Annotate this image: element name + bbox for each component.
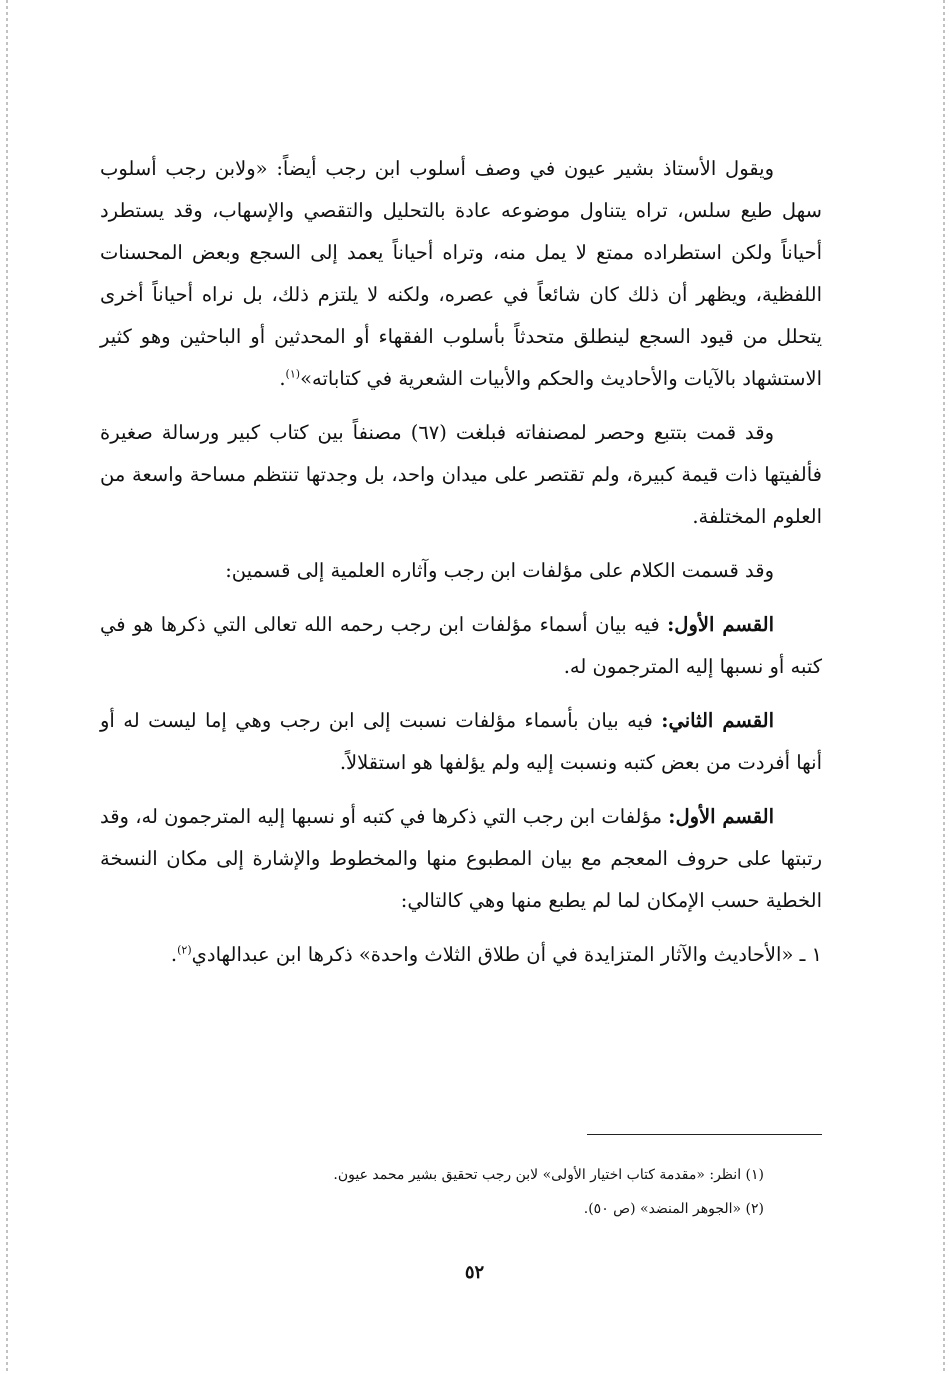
footnote-1: (١) انظر: «مقدمة كتاب اختيار الأولى» لابن رجب تحقيق بشير محمد عيون.	[333, 1167, 764, 1183]
scan-edge-right	[943, 0, 945, 1374]
page-body	[100, 148, 822, 988]
paragraph-quote-end: .	[279, 367, 286, 390]
paragraph-division: وقد قسمت الكلام على مؤلفات ابن رجب وآثاره العلمية إلى قسمين:	[225, 559, 774, 582]
footnote-2: (٢) «الجوهر المنضد» (ص ٥٠).	[583, 1201, 764, 1217]
paragraph-works-count: وقد قمت بتتبع وحصر لمصنفاته فبلغت (٦٧) مصنفاً بين كتاب كبير ورسالة صغيرة فألفيتها ذات قيمة كبيرة، ولم تقتصر على ميدان واحد، بل وجدتها تنتظم مساحة واسعة من العلوم المختلفة.	[100, 421, 822, 528]
section-first-detail-label: القسم الأول:	[668, 805, 774, 828]
footnote-divider	[587, 1134, 822, 1135]
section-second-label: القسم الثاني:	[661, 709, 774, 732]
list-item-1	[100, 934, 822, 976]
paragraph-quote-text: ويقول الأستاذ بشير عيون في وصف أسلوب ابن رجب أيضاً: «ولابن رجب أسلوب سهل طيع سلس، تراه يتناول موضوعه عادة بالتحليل والتقصي والإسهاب، وقد يستطرد أحياناً ولكن استطراده ممتع لا يمل منه، وتراه أحياناً يعمد إلى السجع وبعض المحسنات اللفظية، ويظهر أن ذلك كان شائعاً في عصره، ولكنه لا يلتزم ذلك، بل نراه أحياناً أخرى يتحلل من قيود السجع لينطلق متحدثاً بأسلوب الفقهاء أو المحدثين أو الباحثين وهو كثير الاستشهاد بالآيات والأحاديث والحكم والأبيات الشعرية في كتاباته»	[100, 157, 822, 390]
section-first-detail	[100, 796, 822, 922]
scan-edge-left	[6, 0, 8, 1374]
section-first-detail-text: مؤلفات ابن رجب التي ذكرها في كتبه أو نسبها إليه المترجمون له، وقد رتبتها على حروف المعجم مع بيان المطبوع منها والمخطوط والإشارة إلى مكان النسخة الخطية حسب الإمكان لما لم يطبع منها وهي كالتالي:	[100, 805, 822, 912]
section-second-summary	[100, 700, 822, 784]
section-first-label: القسم الأول:	[667, 613, 774, 636]
section-first-summary	[100, 604, 822, 688]
list-item-1-end: .	[170, 943, 178, 966]
page-number: ٥٢	[464, 1262, 485, 1283]
list-item-1-text: ١ ـ «الأحاديث والآثار المتزايدة في أن طلاق الثلاث واحدة» ذكرها ابن عبدالهادي	[191, 943, 822, 966]
paragraph-quote-style	[100, 148, 822, 400]
section-first-text: فيه بيان أسماء مؤلفات ابن رجب رحمه الله تعالى التي ذكرها هو في كتبه أو نسبها إليه المترجمون له.	[100, 613, 822, 678]
section-second-text: فيه بيان بأسماء مؤلفات نسبت إلى ابن رجب وهي إما ليست له أو أنها أفردت من بعض كتبه ونسبت إليه ولم يؤلفها هو استقلالاً.	[100, 709, 822, 774]
footnotes	[100, 1158, 822, 1226]
footnote-ref-1: (١)	[285, 367, 301, 381]
footnote-ref-2: (٢)	[177, 943, 192, 957]
